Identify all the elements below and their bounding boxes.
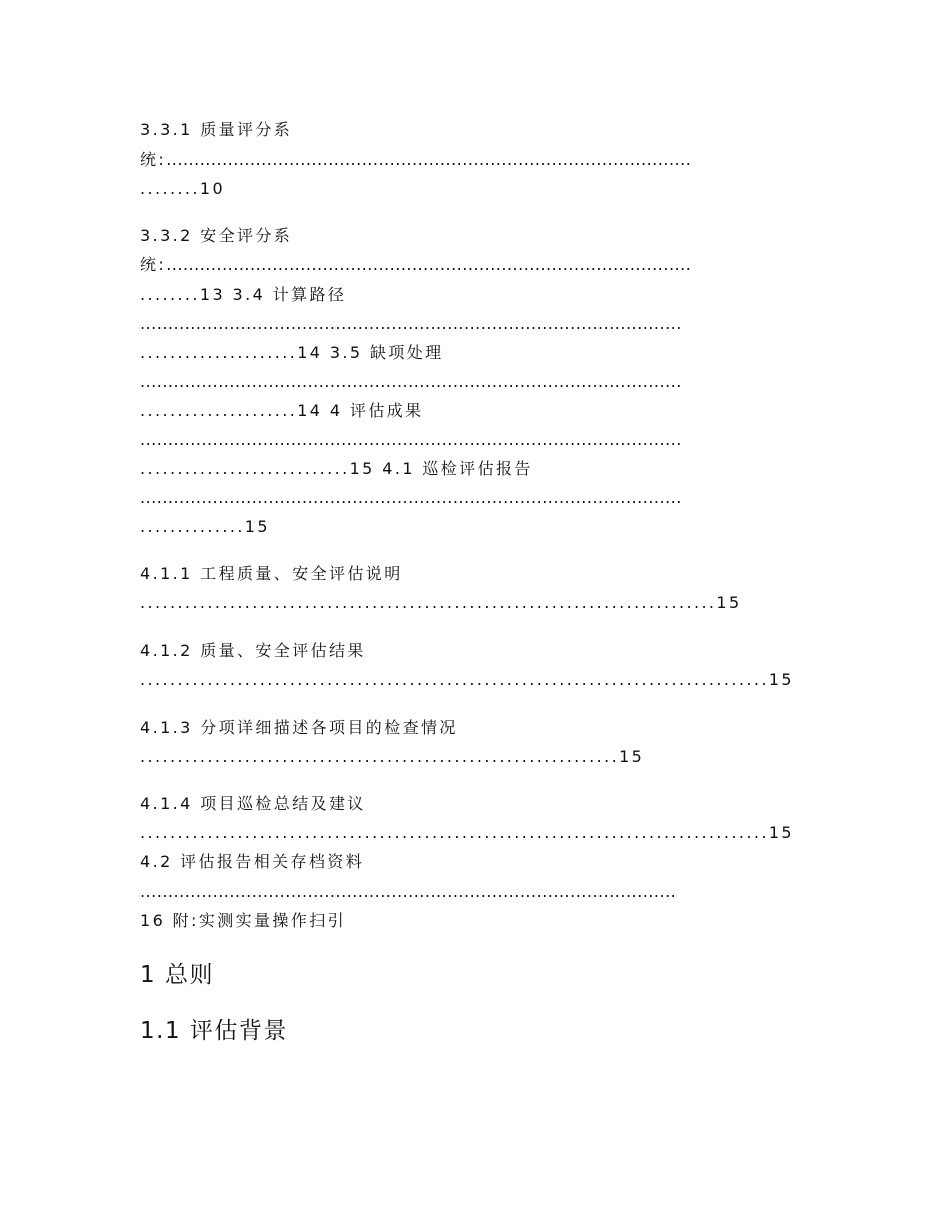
toc-entry-3-3-2: 3.3.2 安全评分系 <box>140 226 293 245</box>
toc-leader-dots: ................................................................................................. <box>140 314 682 333</box>
toc-leader-dots: .............................................................................15 <box>140 593 742 612</box>
toc-leader-dots: ................................................................................................. <box>140 430 682 449</box>
toc-text: 统: <box>140 150 167 169</box>
toc-leader-dots: ....................................................................................15 <box>140 670 794 689</box>
toc-entry-4: .....................14 4 评估成果 <box>140 401 424 420</box>
toc-entry-4-1: ............................15 4.1 巡检评估报告 <box>140 459 533 478</box>
toc-entry-3-3-1-cont <box>140 150 691 170</box>
toc-page-number: ........10 <box>140 179 226 198</box>
toc-leader-dots: .............................................................................................. <box>166 255 692 274</box>
toc-page-number: ..............15 <box>140 517 270 536</box>
toc-leader-dots: ................................................................................................ <box>140 882 677 901</box>
toc-entry-4-1-4: 4.1.4 项目巡检总结及建议 <box>140 794 366 813</box>
toc-entry-4-1-1: 4.1.1 工程质量、安全评估说明 <box>140 564 403 583</box>
toc-leader-dots: ................................................................................................. <box>140 372 682 391</box>
toc-leader-dots: ....................................................................................15 <box>140 823 794 842</box>
toc-leader-dots: ................................................................15 <box>140 747 645 766</box>
toc-entry-4-1-3: 4.1.3 分项详细描述各项目的检查情况 <box>140 718 458 737</box>
toc-entry-3-3-2-cont <box>140 255 691 275</box>
toc-entry-3-4: ........13 3.4 计算路径 <box>140 285 347 304</box>
section-heading-1: 1 总则 <box>140 962 214 988</box>
toc-entry-appendix: 16 附:实测实量操作扫引 <box>140 911 347 930</box>
toc-text: 统: <box>140 255 167 274</box>
toc-entry-4-2: 4.2 评估报告相关存档资料 <box>140 852 365 871</box>
section-heading-1-1: 1.1 评估背景 <box>140 1018 288 1044</box>
toc-leader-dots: ................................................................................................. <box>140 488 682 507</box>
toc-entry-3-5: .....................14 3.5 缺项处理 <box>140 343 444 362</box>
toc-leader-dots: .............................................................................................. <box>166 150 692 169</box>
toc-entry-3-3-1: 3.3.1 质量评分系 <box>140 120 293 139</box>
toc-entry-4-1-2: 4.1.2 质量、安全评估结果 <box>140 641 366 660</box>
